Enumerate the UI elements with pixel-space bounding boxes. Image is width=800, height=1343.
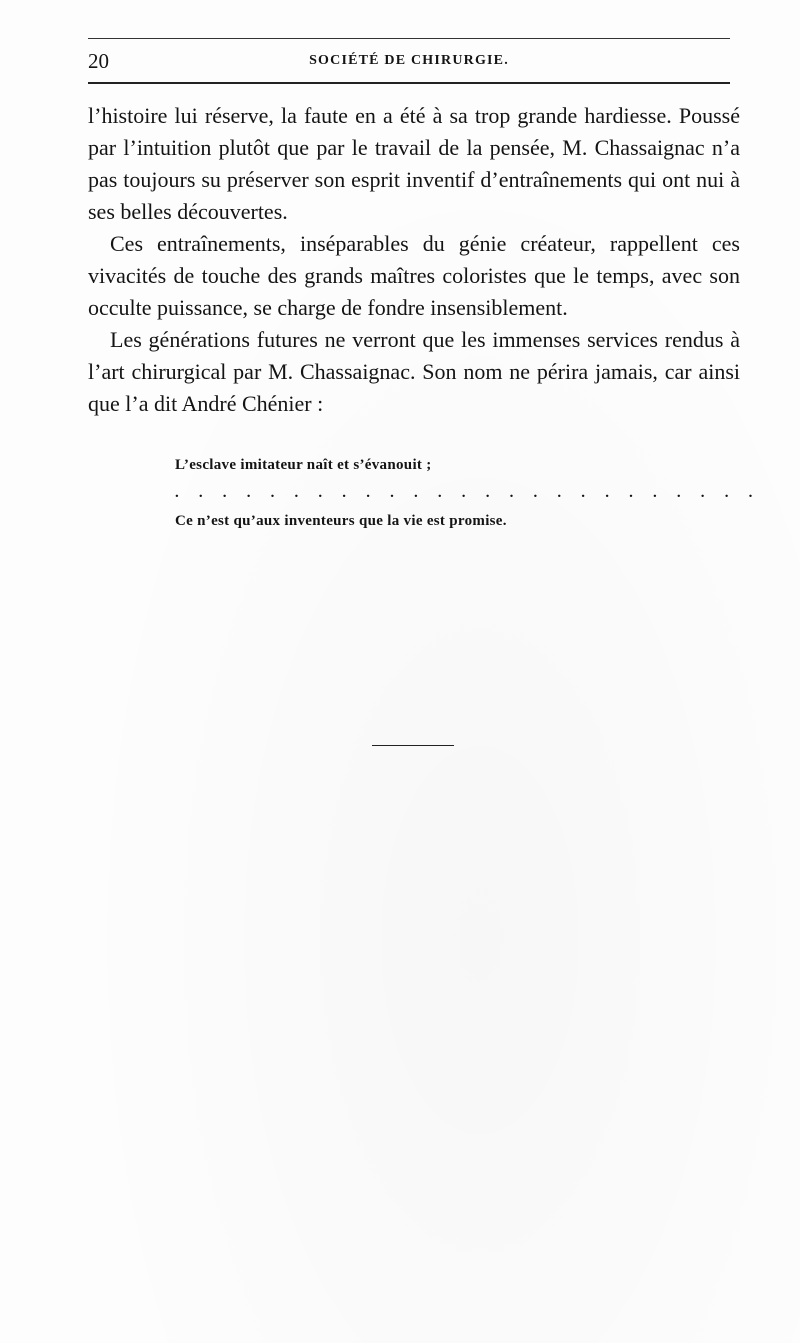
page-number: 20: [88, 49, 109, 73]
header-top-rule: [88, 38, 730, 39]
verse-line-2: Ce n’est qu’aux inventeurs que la vie est promise.: [175, 513, 507, 529]
verse-line-1: L’esclave imitateur naît et s’évanouit ;: [175, 457, 432, 473]
body-text: [88, 100, 740, 420]
section-end-rule: [372, 745, 454, 746]
paragraph-continued: l’histoire lui réserve, la faute en a été à sa trop grande hardiesse. Poussé par l’intuition plutôt que par le travail de la pensée, M. Chassaignac n’a pas toujours su préserver son esprit inventif d’entraînements qui ont nui à ses belles découvertes.: [88, 103, 740, 224]
header-bottom-rule: [88, 82, 730, 84]
verse-ellipsis: . . . . . . . . . . . . . . . . . . . . . . . . .: [175, 485, 761, 501]
page-header: [88, 46, 730, 76]
paragraph: Les générations futures ne verront que les immenses services rendus à l’art chirurgical par M. Chassaignac. Son nom ne périra jamais, car ainsi que l’a dit André Chénier :: [88, 327, 740, 416]
paragraph: Ces entraînements, inséparables du génie créateur, rappellent ces vivacités de touche des grands maîtres coloristes que le temps, avec son occulte puissance, se charge de fondre insensiblement.: [88, 231, 740, 320]
running-head: SOCIÉTÉ DE CHIRURGIE.: [309, 53, 509, 68]
